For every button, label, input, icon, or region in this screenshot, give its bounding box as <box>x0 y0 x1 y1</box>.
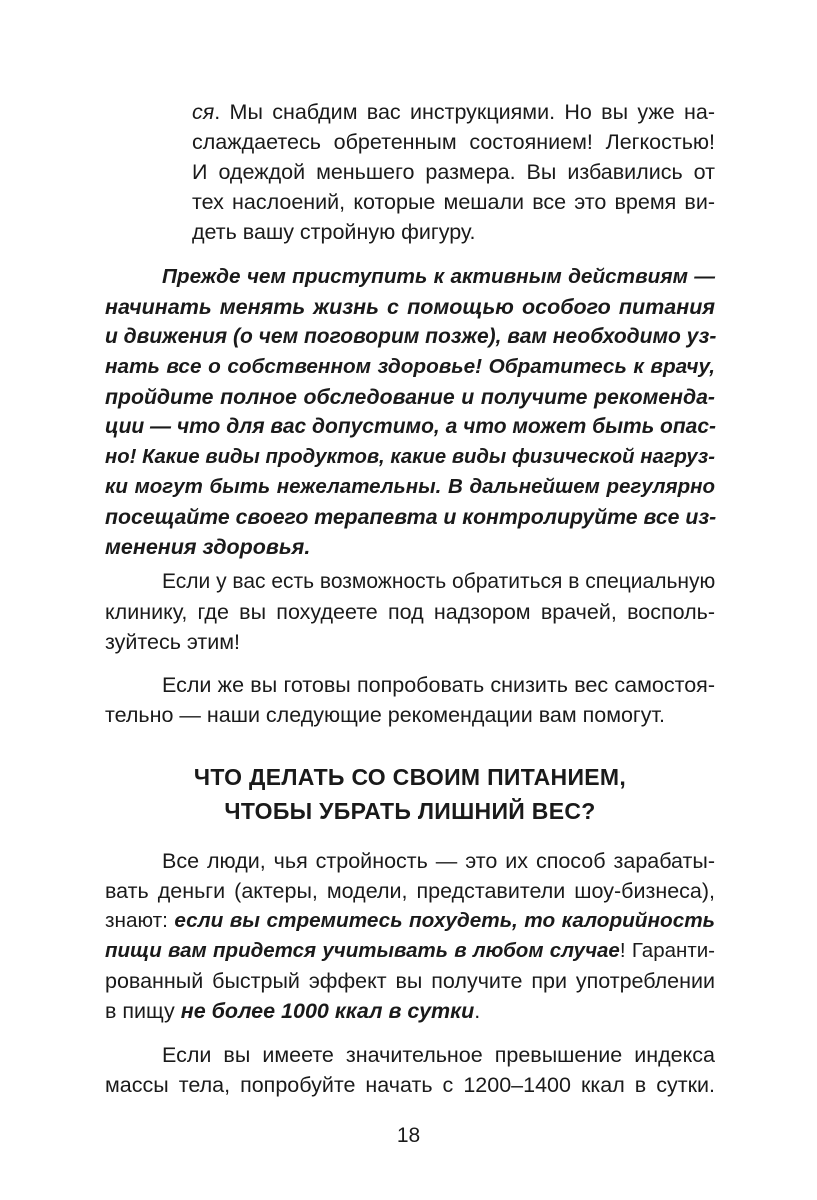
warning-line: менения здоровья. <box>105 535 311 559</box>
page-number: 18 <box>396 1124 421 1147</box>
text-line: зуйтесь этим! <box>105 630 240 654</box>
text-line: знают: если вы стремитесь похудеть, то калорийность <box>105 909 716 932</box>
italic-word: ся <box>192 100 215 124</box>
text-line: Если у вас есть возможность обратиться в специальную <box>162 570 716 593</box>
text-line: вать деньги (актеры, модели, представители шоу-бизнеса), <box>105 879 715 903</box>
warning-line: пройдите полное обследование и получите рекоменда- <box>105 385 715 409</box>
text-line: Если же вы готовы попробовать снизить вес самостоя- <box>162 673 715 697</box>
text-line: массы тела, попробуйте начать с 1200–1400 ккал в сутки. <box>105 1073 715 1097</box>
warning-line: нать все о собственном здоровье! Обратитесь к врачу, <box>105 355 715 378</box>
text-line: деть вашу стройную фигуру. <box>192 220 476 244</box>
text-line: в пищу не более 1000 ккал в сутки. <box>105 999 481 1023</box>
text-line: тех наслоений, которые мешали все это время ви- <box>192 190 715 214</box>
warning-line: посещайте своего терапевта и контролируйте все из- <box>105 505 717 529</box>
text-line: ся. Мы снабдим вас инструкциями. Но вы уже на- <box>192 100 715 124</box>
section-heading-line-1: ЧТО ДЕЛАТЬ СО СВОИМ ПИТАНИЕМ, <box>193 764 627 790</box>
warning-line: Прежде чем приступить к активным действиям — <box>162 265 715 288</box>
emphasis-text: если вы стремитесь похудеть, то калорийность <box>174 909 716 932</box>
text-line: Все люди, чья стройность — это их способ зарабаты- <box>162 849 715 873</box>
text-line: рованный быстрый эффект вы получите при употреблении <box>105 969 715 993</box>
warning-line: ки могут быть нежелательны. В дальнейшем регулярно <box>105 475 715 498</box>
text-line: клинику, где вы похудеете под надзором врачей, восполь- <box>105 600 715 624</box>
text-line: слаждаетесь обретенным состоянием! Легкостью! <box>192 130 715 154</box>
section-heading-line-2: ЧТОБЫ УБРАТЬ ЛИШНИЙ ВЕС? <box>224 798 596 824</box>
warning-line: ции — что для вас допустимо, а что может быть опас- <box>105 415 717 438</box>
text-line: И одеждой меньшего размера. Вы избавились от <box>192 160 715 184</box>
emphasis-text: пищи вам придется учитывать в любом случае <box>105 939 620 962</box>
text-line: Если вы имеете значительное превышение индекса <box>162 1043 715 1067</box>
text-line: тельно — наши следующие рекомендации вам помогут. <box>105 703 665 727</box>
warning-line: но! Какие виды продуктов, какие виды физической нагруз- <box>105 446 715 468</box>
warning-line: и движения (о чем поговорим позже), вам необходимо уз- <box>105 325 717 348</box>
emphasis-text: не более 1000 ккал в сутки <box>180 999 475 1023</box>
text-line: пищи вам придется учитывать в любом случае! Гаранти- <box>105 939 715 962</box>
warning-line: начинать менять жизнь с помощью особого питания <box>105 295 715 319</box>
